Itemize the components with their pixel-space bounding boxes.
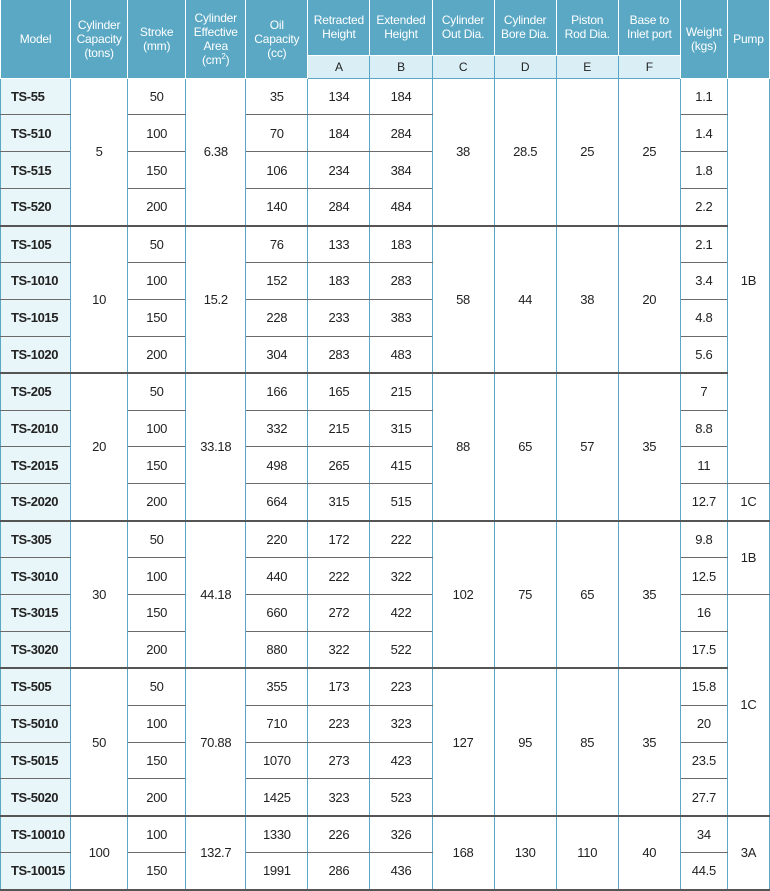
stroke-cell: 200 bbox=[128, 336, 186, 373]
retracted-height-cell: 283 bbox=[308, 336, 370, 373]
table-row bbox=[1, 78, 770, 115]
retracted-height-cell: 172 bbox=[308, 521, 370, 558]
extended-height-cell: 415 bbox=[370, 447, 432, 484]
retracted-height-cell: 322 bbox=[308, 631, 370, 668]
stroke-cell: 100 bbox=[128, 705, 186, 742]
header-bore-dia: Cylinder Bore Dia. bbox=[494, 0, 556, 55]
header-out-dia: Cylinder Out Dia. bbox=[432, 0, 494, 55]
stroke-cell: 150 bbox=[128, 853, 186, 890]
weight-cell: 12.5 bbox=[680, 558, 727, 595]
header-area: Cylinder Effective Area $(cm^2)$ bbox=[186, 0, 246, 78]
stroke-cell: 200 bbox=[128, 189, 186, 226]
capacity-cell: 20 bbox=[71, 373, 128, 521]
stroke-cell: 100 bbox=[128, 558, 186, 595]
weight-cell: 27.7 bbox=[680, 779, 727, 816]
oil-capacity-cell: 1425 bbox=[246, 779, 308, 816]
extended-height-cell: 323 bbox=[370, 705, 432, 742]
model-cell: TS-2015 bbox=[1, 447, 71, 484]
extended-height-cell: 423 bbox=[370, 742, 432, 779]
retracted-height-cell: 234 bbox=[308, 152, 370, 189]
weight-cell: 34 bbox=[680, 816, 727, 853]
weight-cell: 7 bbox=[680, 373, 727, 410]
table-row bbox=[1, 521, 770, 558]
stroke-cell: 50 bbox=[128, 78, 186, 115]
weight-cell: 44.5 bbox=[680, 853, 727, 890]
out-dia-cell: 88 bbox=[432, 373, 494, 521]
header-pump: Pump bbox=[727, 0, 769, 78]
extended-height-cell: 515 bbox=[370, 484, 432, 521]
pump-cell: 1B bbox=[727, 78, 769, 484]
model-cell: TS-3010 bbox=[1, 558, 71, 595]
oil-capacity-cell: 166 bbox=[246, 373, 308, 410]
oil-capacity-cell: 660 bbox=[246, 594, 308, 631]
header-capacity: Cylinder Capacity (tons) bbox=[71, 0, 128, 78]
header-letter-c: C bbox=[432, 55, 494, 78]
retracted-height-cell: 173 bbox=[308, 668, 370, 705]
oil-capacity-cell: 152 bbox=[246, 262, 308, 299]
stroke-cell: 100 bbox=[128, 115, 186, 152]
extended-height-cell: 215 bbox=[370, 373, 432, 410]
model-cell: TS-3020 bbox=[1, 631, 71, 668]
weight-cell: 3.4 bbox=[680, 262, 727, 299]
bore-dia-cell: 130 bbox=[494, 816, 556, 890]
oil-capacity-cell: 880 bbox=[246, 631, 308, 668]
model-cell: TS-1020 bbox=[1, 336, 71, 373]
weight-cell: 15.8 bbox=[680, 668, 727, 705]
extended-height-cell: 384 bbox=[370, 152, 432, 189]
retracted-height-cell: 184 bbox=[308, 115, 370, 152]
stroke-cell: 200 bbox=[128, 779, 186, 816]
extended-height-cell: 183 bbox=[370, 226, 432, 263]
extended-height-cell: 523 bbox=[370, 779, 432, 816]
piston-rod-cell: 85 bbox=[556, 668, 618, 816]
stroke-cell: 50 bbox=[128, 521, 186, 558]
stroke-cell: 100 bbox=[128, 816, 186, 853]
base-inlet-cell: 25 bbox=[618, 78, 680, 226]
oil-capacity-cell: 1991 bbox=[246, 853, 308, 890]
weight-cell: 11 bbox=[680, 447, 727, 484]
model-cell: TS-515 bbox=[1, 152, 71, 189]
retracted-height-cell: 165 bbox=[308, 373, 370, 410]
oil-capacity-cell: 220 bbox=[246, 521, 308, 558]
capacity-cell: 10 bbox=[71, 226, 128, 374]
extended-height-cell: 223 bbox=[370, 668, 432, 705]
bore-dia-cell: 75 bbox=[494, 521, 556, 669]
oil-capacity-cell: 1070 bbox=[246, 742, 308, 779]
model-cell: TS-10015 bbox=[1, 853, 71, 890]
header-retracted: Retracted Height bbox=[308, 0, 370, 55]
base-inlet-cell: 20 bbox=[618, 226, 680, 374]
bore-dia-cell: 95 bbox=[494, 668, 556, 816]
oil-capacity-cell: 440 bbox=[246, 558, 308, 595]
header-stroke: Stroke (mm) bbox=[128, 0, 186, 78]
piston-rod-cell: 65 bbox=[556, 521, 618, 669]
model-cell: TS-305 bbox=[1, 521, 71, 558]
header-weight: Weight (kgs) bbox=[680, 0, 727, 78]
header-extended: Extended Height bbox=[370, 0, 432, 55]
oil-capacity-cell: 664 bbox=[246, 484, 308, 521]
model-cell: TS-2010 bbox=[1, 410, 71, 447]
model-cell: TS-1015 bbox=[1, 299, 71, 336]
model-cell: TS-10010 bbox=[1, 816, 71, 853]
oil-capacity-cell: 332 bbox=[246, 410, 308, 447]
extended-height-cell: 422 bbox=[370, 594, 432, 631]
pump-cell: 1C bbox=[727, 484, 769, 521]
stroke-cell: 100 bbox=[128, 410, 186, 447]
piston-rod-cell: 110 bbox=[556, 816, 618, 890]
header-oil-capacity: Oil Capacity (cc) bbox=[246, 0, 308, 78]
table-body bbox=[1, 78, 770, 890]
piston-rod-cell: 57 bbox=[556, 373, 618, 521]
stroke-cell: 150 bbox=[128, 299, 186, 336]
effective-area-cell: 6.38 bbox=[186, 78, 246, 226]
stroke-cell: 50 bbox=[128, 668, 186, 705]
weight-cell: 17.5 bbox=[680, 631, 727, 668]
header-letter-f: F bbox=[618, 55, 680, 78]
retracted-height-cell: 273 bbox=[308, 742, 370, 779]
oil-capacity-cell: 106 bbox=[246, 152, 308, 189]
out-dia-cell: 102 bbox=[432, 521, 494, 669]
capacity-cell: 5 bbox=[71, 78, 128, 226]
extended-height-cell: 484 bbox=[370, 189, 432, 226]
pump-cell: 1C bbox=[727, 594, 769, 815]
extended-height-cell: 283 bbox=[370, 262, 432, 299]
bore-dia-cell: 28.5 bbox=[494, 78, 556, 226]
oil-capacity-cell: 498 bbox=[246, 447, 308, 484]
header-base-inlet: Base to Inlet port bbox=[618, 0, 680, 55]
weight-cell: 12.7 bbox=[680, 484, 727, 521]
model-cell: TS-105 bbox=[1, 226, 71, 263]
weight-cell: 9.8 bbox=[680, 521, 727, 558]
weight-cell: 1.4 bbox=[680, 115, 727, 152]
retracted-height-cell: 183 bbox=[308, 262, 370, 299]
retracted-height-cell: 286 bbox=[308, 853, 370, 890]
out-dia-cell: 127 bbox=[432, 668, 494, 816]
pump-cell: 1B bbox=[727, 521, 769, 595]
capacity-cell: 50 bbox=[71, 668, 128, 816]
stroke-cell: 150 bbox=[128, 152, 186, 189]
weight-cell: 5.6 bbox=[680, 336, 727, 373]
table-row bbox=[1, 373, 770, 410]
retracted-height-cell: 215 bbox=[308, 410, 370, 447]
oil-capacity-cell: 228 bbox=[246, 299, 308, 336]
extended-height-cell: 184 bbox=[370, 78, 432, 115]
extended-height-cell: 436 bbox=[370, 853, 432, 890]
header-letter-b: B bbox=[370, 55, 432, 78]
oil-capacity-cell: 70 bbox=[246, 115, 308, 152]
bore-dia-cell: 44 bbox=[494, 226, 556, 374]
model-cell: TS-505 bbox=[1, 668, 71, 705]
weight-cell: 1.8 bbox=[680, 152, 727, 189]
effective-area-cell: 70.88 bbox=[186, 668, 246, 816]
table-row bbox=[1, 226, 770, 263]
oil-capacity-cell: 710 bbox=[246, 705, 308, 742]
table-row bbox=[1, 668, 770, 705]
model-cell: TS-2020 bbox=[1, 484, 71, 521]
retracted-height-cell: 272 bbox=[308, 594, 370, 631]
stroke-cell: 150 bbox=[128, 594, 186, 631]
extended-height-cell: 315 bbox=[370, 410, 432, 447]
header-piston-rod: Piston Rod Dia. bbox=[556, 0, 618, 55]
model-cell: TS-55 bbox=[1, 78, 71, 115]
model-cell: TS-5015 bbox=[1, 742, 71, 779]
piston-rod-cell: 25 bbox=[556, 78, 618, 226]
capacity-cell: 30 bbox=[71, 521, 128, 669]
oil-capacity-cell: 76 bbox=[246, 226, 308, 263]
weight-cell: 2.1 bbox=[680, 226, 727, 263]
effective-area-cell: 44.18 bbox=[186, 521, 246, 669]
extended-height-cell: 522 bbox=[370, 631, 432, 668]
oil-capacity-cell: 1330 bbox=[246, 816, 308, 853]
model-cell: TS-510 bbox=[1, 115, 71, 152]
capacity-cell: 100 bbox=[71, 816, 128, 890]
out-dia-cell: 38 bbox=[432, 78, 494, 226]
retracted-height-cell: 222 bbox=[308, 558, 370, 595]
header-letter-a: A bbox=[308, 55, 370, 78]
stroke-cell: 150 bbox=[128, 447, 186, 484]
base-inlet-cell: 35 bbox=[618, 521, 680, 669]
model-cell: TS-1010 bbox=[1, 262, 71, 299]
out-dia-cell: 58 bbox=[432, 226, 494, 374]
stroke-cell: 200 bbox=[128, 484, 186, 521]
header-letter-d: D bbox=[494, 55, 556, 78]
stroke-cell: 50 bbox=[128, 373, 186, 410]
retracted-height-cell: 233 bbox=[308, 299, 370, 336]
weight-cell: 16 bbox=[680, 594, 727, 631]
oil-capacity-cell: 35 bbox=[246, 78, 308, 115]
retracted-height-cell: 133 bbox=[308, 226, 370, 263]
oil-capacity-cell: 140 bbox=[246, 189, 308, 226]
effective-area-cell: 132.7 bbox=[186, 816, 246, 890]
weight-cell: 2.2 bbox=[680, 189, 727, 226]
retracted-height-cell: 265 bbox=[308, 447, 370, 484]
model-cell: TS-5020 bbox=[1, 779, 71, 816]
table-row bbox=[1, 816, 770, 853]
out-dia-cell: 168 bbox=[432, 816, 494, 890]
effective-area-cell: 33.18 bbox=[186, 373, 246, 521]
bore-dia-cell: 65 bbox=[494, 373, 556, 521]
oil-capacity-cell: 355 bbox=[246, 668, 308, 705]
extended-height-cell: 284 bbox=[370, 115, 432, 152]
weight-cell: 4.8 bbox=[680, 299, 727, 336]
weight-cell: 20 bbox=[680, 705, 727, 742]
extended-height-cell: 326 bbox=[370, 816, 432, 853]
model-cell: TS-520 bbox=[1, 189, 71, 226]
retracted-height-cell: 315 bbox=[308, 484, 370, 521]
piston-rod-cell: 38 bbox=[556, 226, 618, 374]
retracted-height-cell: 323 bbox=[308, 779, 370, 816]
extended-height-cell: 483 bbox=[370, 336, 432, 373]
header-letter-e: E bbox=[556, 55, 618, 78]
retracted-height-cell: 223 bbox=[308, 705, 370, 742]
stroke-cell: 100 bbox=[128, 262, 186, 299]
pump-cell: 3A bbox=[727, 816, 769, 890]
model-cell: TS-205 bbox=[1, 373, 71, 410]
stroke-cell: 200 bbox=[128, 631, 186, 668]
stroke-cell: 50 bbox=[128, 226, 186, 263]
header-model: Model bbox=[1, 0, 71, 78]
oil-capacity-cell: 304 bbox=[246, 336, 308, 373]
extended-height-cell: 383 bbox=[370, 299, 432, 336]
base-inlet-cell: 35 bbox=[618, 373, 680, 521]
retracted-height-cell: 284 bbox=[308, 189, 370, 226]
base-inlet-cell: 35 bbox=[618, 668, 680, 816]
base-inlet-cell: 40 bbox=[618, 816, 680, 890]
retracted-height-cell: 134 bbox=[308, 78, 370, 115]
header-row bbox=[1, 0, 770, 55]
weight-cell: 1.1 bbox=[680, 78, 727, 115]
weight-cell: 23.5 bbox=[680, 742, 727, 779]
retracted-height-cell: 226 bbox=[308, 816, 370, 853]
extended-height-cell: 322 bbox=[370, 558, 432, 595]
effective-area-cell: 15.2 bbox=[186, 226, 246, 374]
weight-cell: 8.8 bbox=[680, 410, 727, 447]
stroke-cell: 150 bbox=[128, 742, 186, 779]
model-cell: TS-3015 bbox=[1, 594, 71, 631]
model-cell: TS-5010 bbox=[1, 705, 71, 742]
extended-height-cell: 222 bbox=[370, 521, 432, 558]
